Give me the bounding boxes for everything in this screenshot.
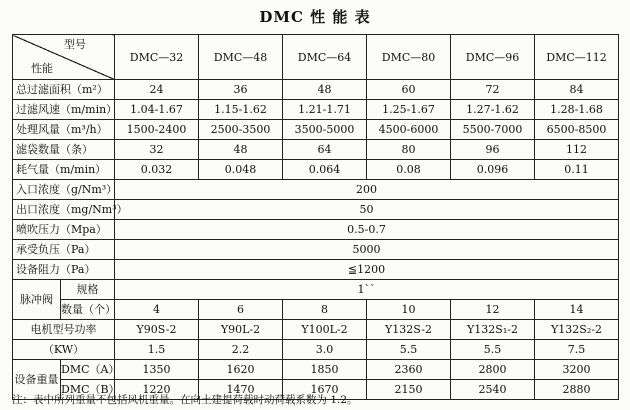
value-cell: 5.5	[451, 340, 535, 360]
value-cell: 1.5	[115, 340, 199, 360]
value-cell: 96	[451, 140, 535, 160]
row-filter-speed	[13, 100, 619, 120]
value-cell: 1500-2400	[115, 120, 199, 140]
row-label: 滤袋数量（条）	[13, 140, 115, 160]
row-label: 出口浓度（mg/Nm³）	[13, 200, 115, 220]
row-weight-a	[13, 360, 619, 380]
page-title: DMC 性 能 表	[259, 8, 371, 26]
value-cell: 80	[367, 140, 451, 160]
row-label: 设备阻力（Pa）	[13, 260, 115, 280]
value-cell: 0.032	[115, 160, 199, 180]
row-label: 承受负压（Pa）	[13, 240, 115, 260]
footnote: 注：表中所列重量不包括风机重量。在向土建提荷载时动荷载系数为 1.2。	[12, 394, 358, 406]
value-cell: 6500-8500	[535, 120, 619, 140]
row-motor-model	[13, 320, 619, 340]
value-cell: Y132S₂-2	[535, 320, 619, 340]
value-cell: 14	[535, 300, 619, 320]
row-label: 数量（个）	[61, 300, 115, 320]
value-cell: 3500-5000	[283, 120, 367, 140]
row-label: 处理风量（m³/h）	[13, 120, 115, 140]
value-cell: 8	[283, 300, 367, 320]
row-motor-power	[13, 340, 619, 360]
value-cell: 5.5	[367, 340, 451, 360]
value-cell: 200	[115, 180, 619, 200]
value-cell: 1.28-1.68	[535, 100, 619, 120]
row-blow-pressure	[13, 220, 619, 240]
row-label: 规格	[61, 280, 115, 300]
value-cell: 84	[535, 80, 619, 100]
row-label: （KW）	[13, 340, 115, 360]
value-cell: 0.5-0.7	[115, 220, 619, 240]
value-cell: 4	[115, 300, 199, 320]
value-cell: 7.5	[535, 340, 619, 360]
value-cell: 1.25-1.67	[367, 100, 451, 120]
row-label: DMC（A）	[61, 360, 115, 380]
value-cell: 2.2	[199, 340, 283, 360]
row-filter-area	[13, 80, 619, 100]
value-cell: 1.21-1.71	[283, 100, 367, 120]
value-cell: 10	[367, 300, 451, 320]
model-header: DMC—112	[535, 35, 619, 80]
value-cell: 12	[451, 300, 535, 320]
value-cell: Y132S₁-2	[451, 320, 535, 340]
row-air-volume	[13, 120, 619, 140]
value-cell: 1.04-1.67	[115, 100, 199, 120]
model-header: DMC—80	[367, 35, 451, 80]
row-label: 总过滤面积（m²）	[13, 80, 115, 100]
row-pulse-valve-qty	[13, 300, 619, 320]
row-label: DMC（B）	[61, 380, 115, 400]
row-label: 耗气量（m/min）	[13, 160, 115, 180]
value-cell: 2360	[367, 360, 451, 380]
value-cell: 5000	[115, 240, 619, 260]
corner-model-label: 型号	[64, 38, 86, 51]
model-header: DMC—96	[451, 35, 535, 80]
row-bag-count	[13, 140, 619, 160]
value-cell: 0.048	[199, 160, 283, 180]
performance-table	[12, 34, 619, 400]
value-cell: 0.11	[535, 160, 619, 180]
header-corner-cell	[13, 35, 115, 80]
value-cell: Y90L-2	[199, 320, 283, 340]
value-cell: 6	[199, 300, 283, 320]
value-cell: 32	[115, 140, 199, 160]
value-cell: 48	[199, 140, 283, 160]
value-cell: 2880	[535, 380, 619, 400]
value-cell: 72	[451, 80, 535, 100]
value-cell: Y100L-2	[283, 320, 367, 340]
value-cell: 3.0	[283, 340, 367, 360]
header-row	[13, 35, 619, 80]
row-negative-pressure	[13, 240, 619, 260]
weight-label: 设备重量	[13, 360, 61, 400]
value-cell: 1.15-1.62	[199, 100, 283, 120]
value-cell: 1``	[115, 280, 619, 300]
row-label: 过滤风速（m/min）	[13, 100, 115, 120]
value-cell: 112	[535, 140, 619, 160]
model-header: DMC—48	[199, 35, 283, 80]
row-inlet-concentration	[13, 180, 619, 200]
value-cell: Y90S-2	[115, 320, 199, 340]
value-cell: 60	[367, 80, 451, 100]
row-air-consumption	[13, 160, 619, 180]
value-cell: 1470	[199, 380, 283, 400]
value-cell: 0.08	[367, 160, 451, 180]
value-cell: 4500-6000	[367, 120, 451, 140]
value-cell: 36	[199, 80, 283, 100]
corner-performance-label: 性能	[31, 62, 53, 75]
row-outlet-concentration	[13, 200, 619, 220]
value-cell: 1850	[283, 360, 367, 380]
row-resistance	[13, 260, 619, 280]
model-header: DMC—32	[115, 35, 199, 80]
row-pulse-valve-spec	[13, 280, 619, 300]
row-label: 入口浓度（g/Nm³）	[13, 180, 115, 200]
value-cell: Y132S-2	[367, 320, 451, 340]
row-label: 电机型号功率	[13, 320, 115, 340]
value-cell: ≦1200	[115, 260, 619, 280]
value-cell: 1620	[199, 360, 283, 380]
model-header: DMC—64	[283, 35, 367, 80]
value-cell: 1350	[115, 360, 199, 380]
value-cell: 3200	[535, 360, 619, 380]
value-cell: 48	[283, 80, 367, 100]
value-cell: 1.27-1.62	[451, 100, 535, 120]
value-cell: 1670	[283, 380, 367, 400]
value-cell: 50	[115, 200, 619, 220]
value-cell: 2500-3500	[199, 120, 283, 140]
value-cell: 2150	[367, 380, 451, 400]
row-label: 喷吹压力（Mpa）	[13, 220, 115, 240]
value-cell: 24	[115, 80, 199, 100]
pulse-valve-label: 脉冲阀	[13, 280, 61, 320]
value-cell: 64	[283, 140, 367, 160]
value-cell: 2800	[451, 360, 535, 380]
value-cell: 0.096	[451, 160, 535, 180]
value-cell: 0.064	[283, 160, 367, 180]
value-cell: 2540	[451, 380, 535, 400]
value-cell: 5500-7000	[451, 120, 535, 140]
value-cell: 1220	[115, 380, 199, 400]
